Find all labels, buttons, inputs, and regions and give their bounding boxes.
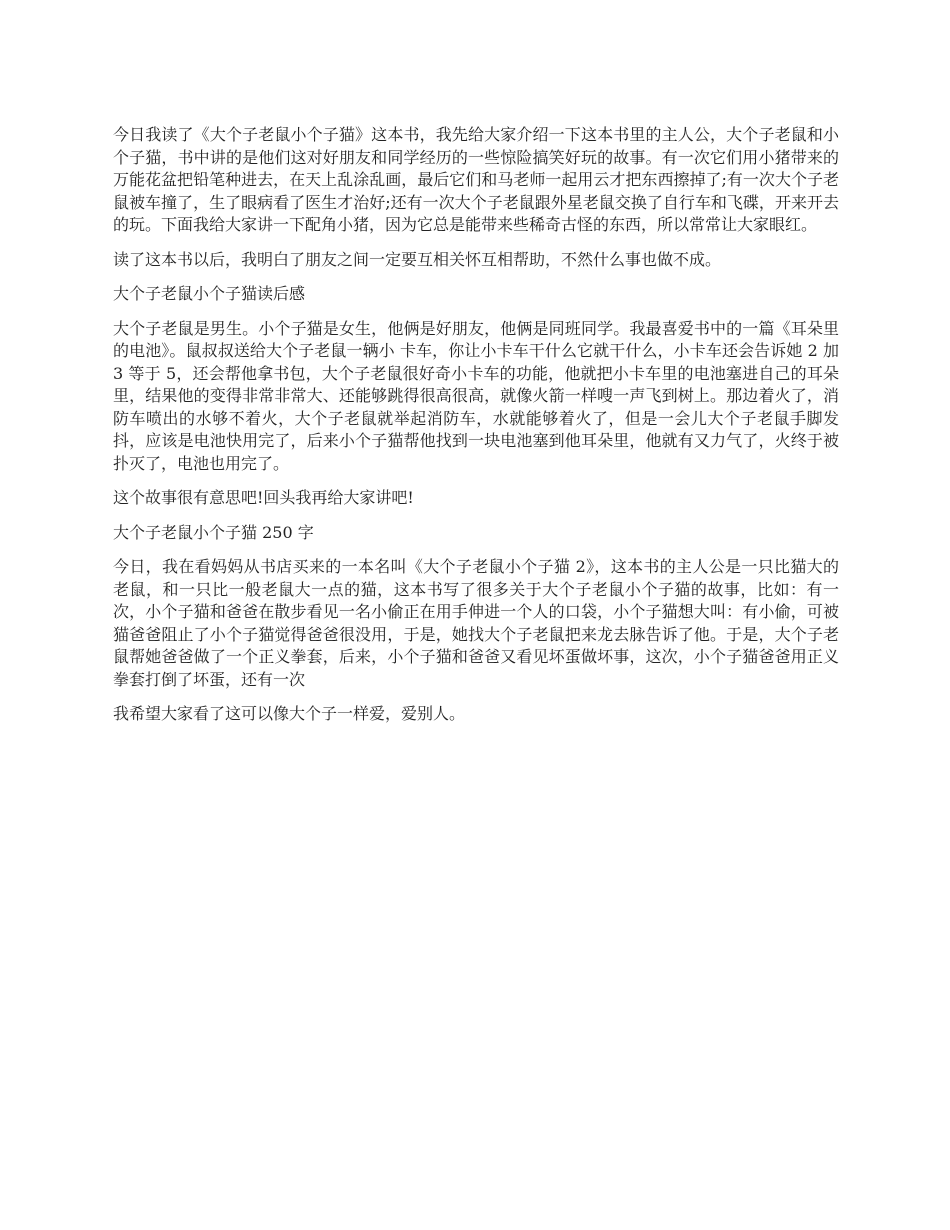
- section-heading-review: 大个子老鼠小个子猫读后感: [113, 284, 306, 303]
- paragraph-interesting: 这个故事很有意思吧!回头我再给大家讲吧!: [113, 488, 414, 507]
- paragraph-intro: 今日我读了《大个子老鼠小个子猫》这本书，我先给大家介绍一下这本书里的主人公，大个子老鼠和小个子猫，书中讲的是他们这对好朋友和同学经历的一些惊险搞笑好玩的故事。有一次它们用小猪带来的万能花盆把铅笔种进去，在天上乱涂乱画，最后它们和马老师一起用云才把东西擦掉了;有一次大个子老鼠被车撞了，生了眼病看了医生才治好;还有一次大个子老鼠跟外星老鼠交换了自行车和飞碟，开来开去的玩。下面我给大家讲一下配角小猪，因为它总是能带来些稀奇古怪的东西，所以常常让大家眼红。: [113, 125, 839, 234]
- paragraph-closing: 我希望大家看了这可以像大个子一样爱，爱别人。: [113, 704, 466, 723]
- paragraph-battery-story: 大个子老鼠是男生。小个子猫是女生，他俩是好朋友，他俩是同班同学。我最喜爱书中的一篇《耳朵里的电池》。鼠叔叔送给大个子老鼠一辆小 卡车，你让小卡车干什么它就干什么，小卡车还会告诉她 2 加 3 等于 5，还会帮他拿书包，大个子老鼠很好奇小卡车的功能，他就把小卡车里的电池塞进自己的耳朵里，结果他的变得非常非常大、还能够跳得很高很高，就像火箭一样嗖一声飞到树上。那边着火了，消防车喷出的水够不着火，大个子老鼠就举起消防车，水就能够着火了，但是一会儿大个子老鼠手脚发抖，应该是电池快用完了，后来小个子猫帮他找到一块电池塞到他耳朵里，他就有又力气了，火终于被扑灭了，电池也用完了。: [113, 318, 839, 473]
- document-body: [113, 124, 839, 738]
- paragraph-book-two: 今日，我在看妈妈从书店买来的一本名叫《大个子老鼠小个子猫 2》，这本书的主人公是一只比猫大的老鼠，和一只比一般老鼠大一点的猫，这本书写了很多关于大个子老鼠小个子猫的故事，比如：有一次，小个子猫和爸爸在散步看见一名小偷正在用手伸进一个人的口袋，小个子猫想大叫：有小偷，可被猫爸爸阻止了小个子猫觉得爸爸很没用，于是，她找大个子老鼠把来龙去脉告诉了他。于是，大个子老鼠帮她爸爸做了一个正义拳套，后来，小个子猫和爸爸又看见坏蛋做坏事，这次，小个子猫爸爸用正义拳套打倒了坏蛋，还有一次: [113, 557, 839, 689]
- paragraph-lesson: 读了这本书以后，我明白了朋友之间一定要互相关怀互相帮助，不然什么事也做不成。: [113, 249, 722, 269]
- section-heading-250: 大个子老鼠小个子猫 250 字: [113, 522, 314, 542]
